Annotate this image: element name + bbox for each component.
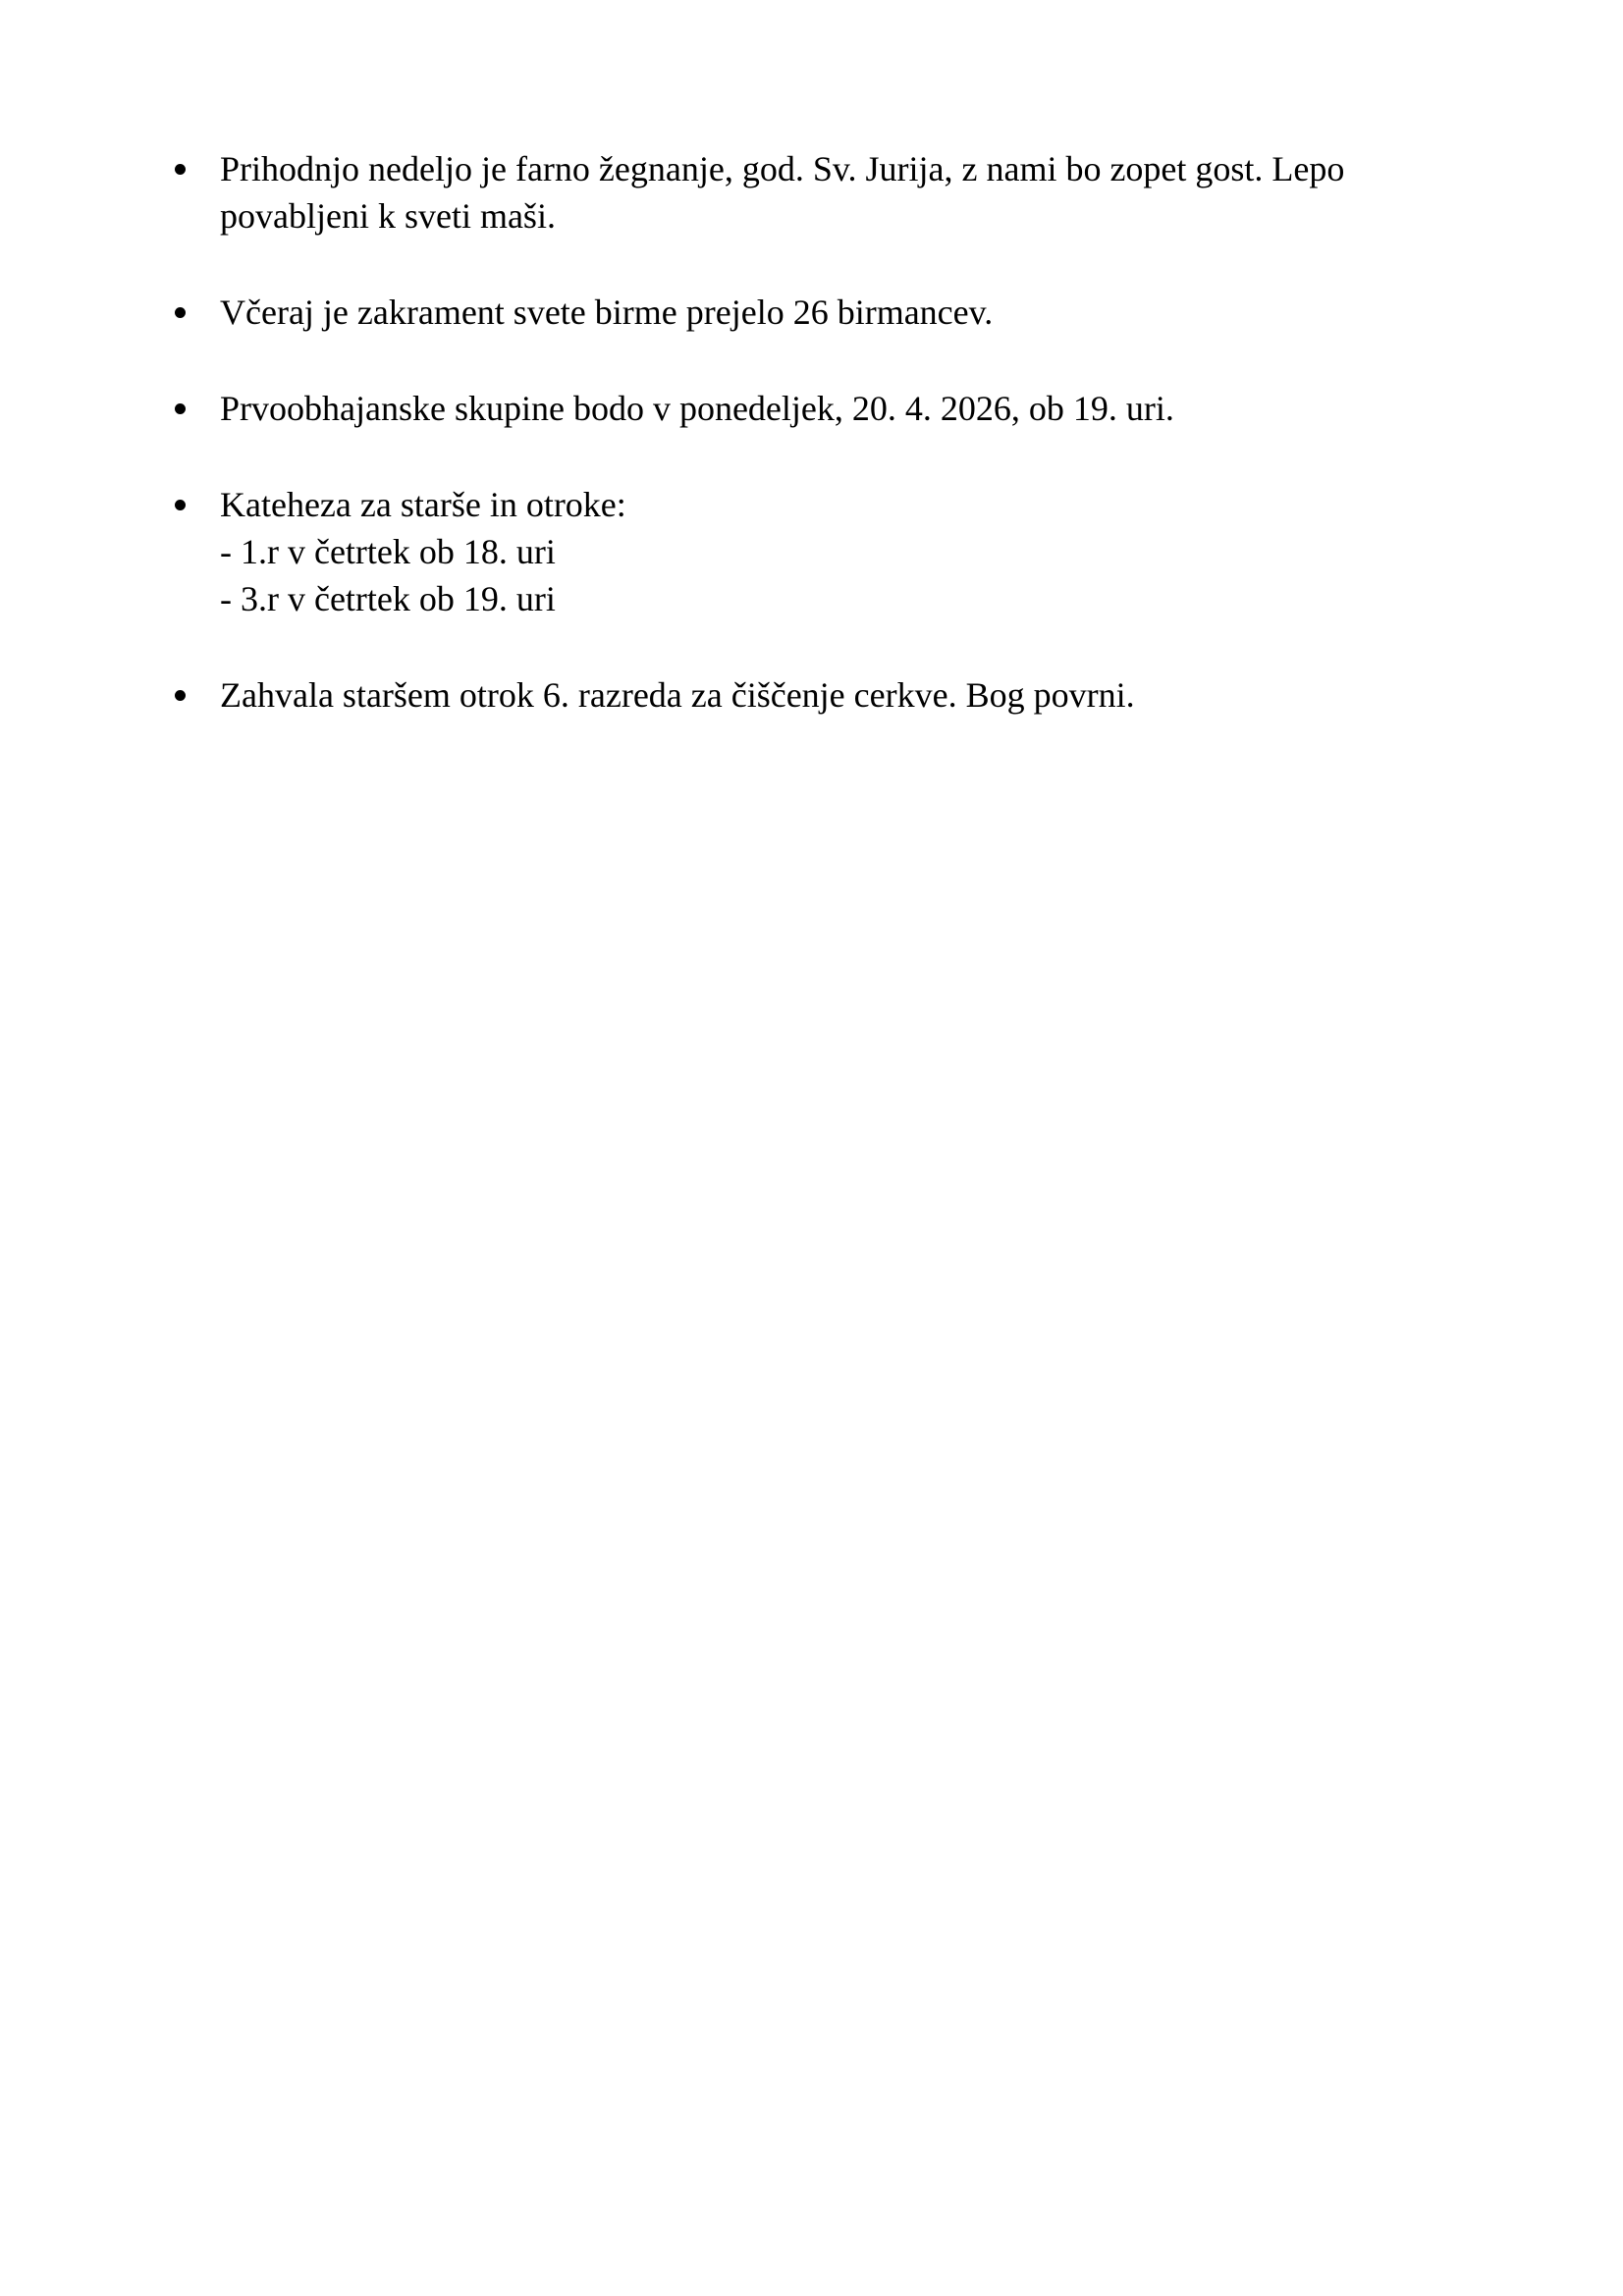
announcement-item (167, 385, 1483, 432)
announcement-text: Kateheza za starše in otroke: (220, 485, 626, 524)
announcement-text: Zahvala staršem otrok 6. razreda za čiščenje cerkve. Bog povrni. (220, 675, 1135, 715)
bullet-icon (175, 307, 186, 318)
announcement-sub-lines (220, 528, 1483, 622)
bullet-icon (175, 690, 186, 701)
bullet-icon (175, 403, 186, 414)
announcement-text: Prihodnjo nedeljo je farno žegnanje, god. Sv. Jurija, z nami bo zopet gost. Lepo povabljeni k sveti maši. (220, 149, 1345, 236)
announcement-sub-line: - 3.r v četrtek ob 19. uri (220, 579, 556, 618)
announcement-item (167, 481, 1483, 622)
announcement-sub-line: - 1.r v četrtek ob 18. uri (220, 532, 556, 571)
announcement-item (167, 145, 1483, 240)
announcement-text: Prvoobhajanske skupine bodo v ponedeljek, 20. 4. 2026, ob 19. uri. (220, 389, 1174, 428)
announcement-item (167, 671, 1483, 719)
bullet-icon (175, 164, 186, 175)
announcement-list (167, 145, 1483, 768)
bullet-icon (175, 500, 186, 510)
announcement-text: Včeraj je zakrament svete birme prejelo 26 birmancev. (220, 293, 994, 332)
announcement-item (167, 289, 1483, 336)
